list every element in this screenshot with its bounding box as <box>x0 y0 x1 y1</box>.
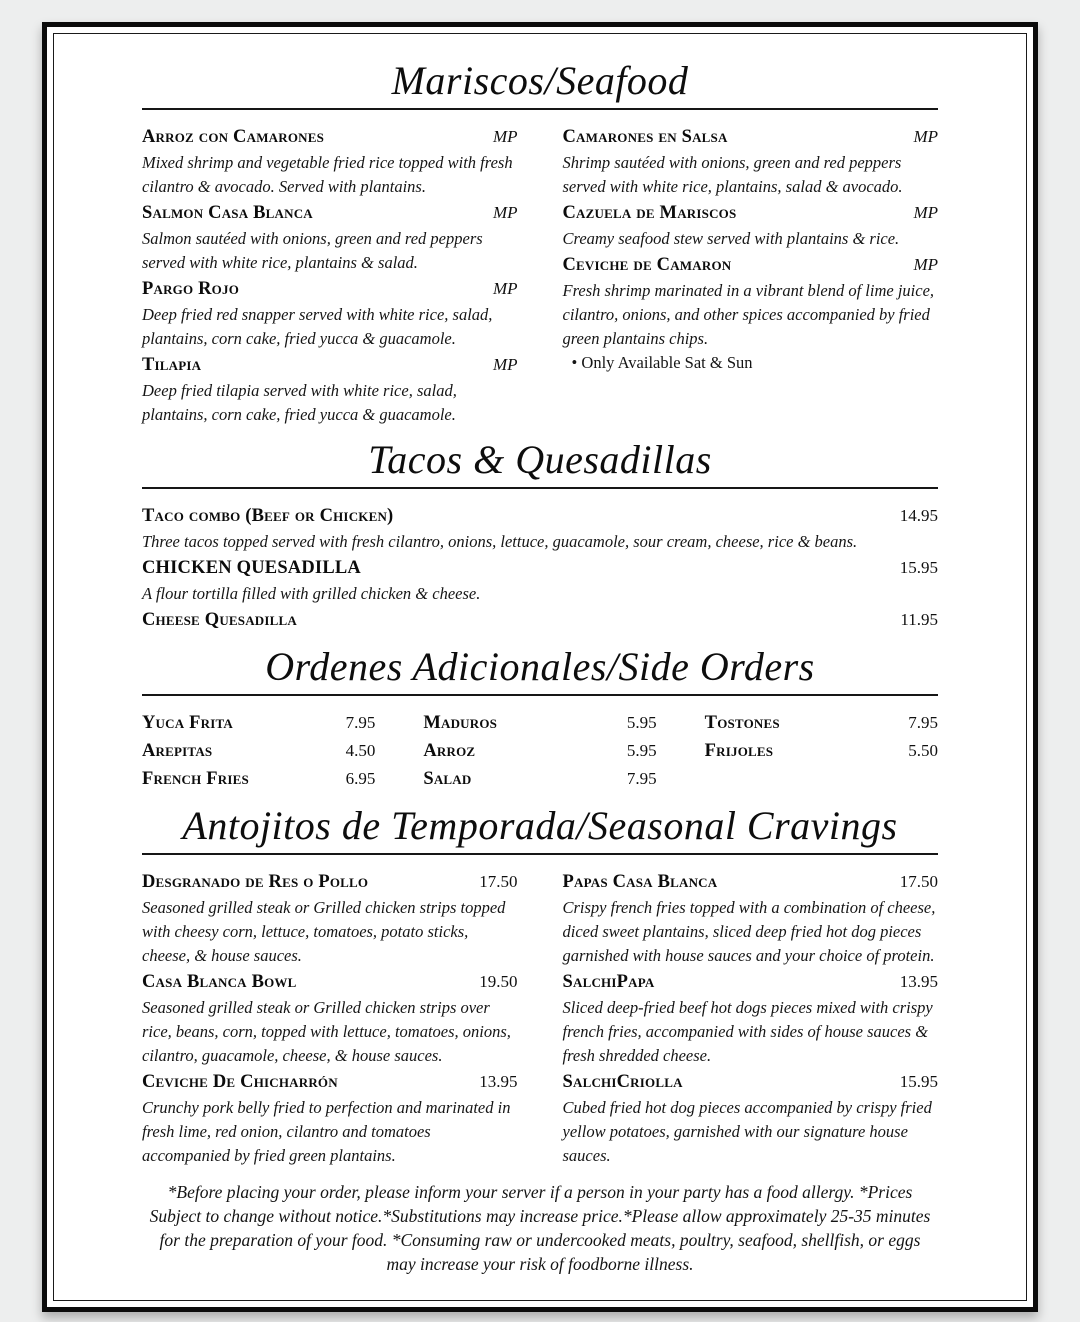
item-name: Papas Casa Blanca <box>562 872 718 892</box>
side-item-yuca-frita <box>142 709 375 737</box>
menu-item-papas-casa-blanca <box>563 868 939 968</box>
item-name: Yuca Frita <box>142 713 233 733</box>
item-description: Mixed shrimp and vegetable fried rice topped with fresh cilantro & avocado. Served with plantains. <box>142 153 513 196</box>
item-name: Salmon Casa Blanca <box>142 203 313 223</box>
menu-item-cheese-quesadilla <box>142 606 938 634</box>
item-description: Seasoned grilled steak or Grilled chicken strips over rice, beans, corn, topped with lettuce, tomatoes, onions, cilantro, guacamole, cheese, & house sauces. <box>142 998 511 1065</box>
menu-item-salchicriolla <box>563 1068 939 1168</box>
side-orders-column-1 <box>142 709 375 793</box>
item-name: Maduros <box>423 713 498 733</box>
item-header <box>563 199 939 227</box>
seafood-right-column <box>563 123 939 427</box>
menu-item-camarones-en-salsa <box>563 123 939 199</box>
item-header <box>142 275 518 303</box>
item-name: CHICKEN QUESADILLA <box>142 558 361 578</box>
item-name: French Fries <box>142 769 249 789</box>
item-price: 5.95 <box>626 741 657 760</box>
side-item-tostones <box>705 709 938 737</box>
item-description: Salmon sautéed with onions, green and red peppers served with white rice, plantains & salad. <box>142 229 483 272</box>
item-description: Cubed fried hot dog pieces accompanied by crispy fried yellow potatoes, garnished with our signature house sauces. <box>562 1098 932 1165</box>
side-orders-column-3 <box>705 709 938 793</box>
side-item-arroz <box>423 737 656 765</box>
item-availability-note: • Only Available Sat & Sun <box>571 353 753 372</box>
item-price: 11.95 <box>900 610 938 629</box>
section-title-side-orders: Ordenes Adicionales/Side Orders <box>265 644 815 689</box>
item-price: 17.50 <box>479 872 518 891</box>
item-name: Taco combo (Beef or Chicken) <box>142 506 394 526</box>
item-price: 15.95 <box>899 558 938 577</box>
item-name: Arepitas <box>142 741 213 761</box>
item-name: Arroz con Camarones <box>142 127 325 147</box>
item-description: Three tacos topped served with fresh cilantro, onions, lettuce, guacamole, sour cream, cheese, rice & beans. <box>142 532 858 551</box>
menu-item-taco-combo <box>142 502 938 554</box>
item-price: MP <box>492 127 518 146</box>
side-orders-column-2 <box>423 709 656 793</box>
item-name: Tilapia <box>142 355 202 375</box>
item-price: 17.50 <box>899 872 938 891</box>
side-item-frijoles <box>705 737 938 765</box>
item-price: 13.95 <box>899 972 938 991</box>
section-seafood <box>142 59 938 427</box>
item-name: Arroz <box>423 741 476 761</box>
menu-item-ceviche-de-chicharron <box>142 1068 518 1168</box>
item-description: A flour tortilla filled with grilled chicken & cheese. <box>142 584 481 603</box>
section-title-tacos: Tacos & Quesadillas <box>368 437 712 482</box>
menu-item-ceviche-de-camaron <box>563 251 939 375</box>
item-price: 13.95 <box>479 1072 518 1091</box>
footer-disclaimer <box>142 1180 938 1276</box>
item-price: 14.95 <box>899 506 938 525</box>
antojitos-columns <box>142 868 938 1168</box>
menu-item-casa-blanca-bowl <box>142 968 518 1068</box>
item-header <box>142 123 518 151</box>
item-header <box>563 968 939 996</box>
section-title-antojitos: Antojitos de Temporada/Seasonal Cravings <box>182 803 898 848</box>
antojitos-left-column <box>142 868 518 1168</box>
item-name: Pargo Rojo <box>142 279 240 299</box>
item-price: 5.50 <box>908 741 938 760</box>
section-title-seafood: Mariscos/Seafood <box>391 58 689 103</box>
item-name: Ceviche de Camaron <box>562 255 732 275</box>
item-name: Tostones <box>704 713 780 733</box>
menu-page <box>42 22 1038 1312</box>
item-name: Salad <box>423 769 472 789</box>
item-header <box>142 968 518 996</box>
item-price: 15.95 <box>899 1072 938 1091</box>
section-divider <box>142 108 938 110</box>
item-header <box>563 868 939 896</box>
item-price: 7.95 <box>626 769 657 788</box>
menu-item-arroz-con-camarones <box>142 123 518 199</box>
section-divider <box>142 853 938 855</box>
item-header <box>142 1068 518 1096</box>
item-description: Crunchy pork belly fried to perfection and marinated in fresh lime, red onion, cilantro and tomatoes accompanied by fried green plantains. <box>142 1098 511 1165</box>
item-header <box>142 554 938 582</box>
item-name: Frijoles <box>704 741 774 761</box>
menu-page-inner <box>53 33 1027 1301</box>
item-description: Deep fried tilapia served with white rice, salad, plantains, corn cake, fried yucca & guacamole. <box>142 381 457 424</box>
menu-item-salchipapa <box>563 968 939 1068</box>
item-header <box>142 502 938 530</box>
menu-item-pargo-rojo <box>142 275 518 351</box>
item-header <box>563 1068 939 1096</box>
menu-item-desgranado <box>142 868 518 968</box>
side-item-maduros <box>423 709 656 737</box>
item-name: Camarones en Salsa <box>562 127 728 147</box>
item-name: Cheese Quesadilla <box>142 610 297 630</box>
section-antojitos <box>142 804 938 1168</box>
section-side-orders <box>142 645 938 793</box>
item-name: SalchiPapa <box>562 972 655 992</box>
item-price: 19.50 <box>479 972 518 991</box>
item-description: Seasoned grilled steak or Grilled chicken strips topped with cheesy corn, lettuce, tomatoes, potato sticks, cheese, & house sauces. <box>142 898 506 965</box>
item-name: SalchiCriolla <box>562 1072 683 1092</box>
item-description: Sliced deep-fried beef hot dogs pieces mixed with crispy french fries, accompanied with sides of house sauces & fresh shredded cheese. <box>562 998 933 1065</box>
side-item-french-fries <box>142 765 375 793</box>
item-description: Crispy french fries topped with a combination of cheese, diced sweet plantains, sliced deep fried hot dog pieces garnished with house sauces and your choice of protein. <box>562 898 936 965</box>
item-price: 6.95 <box>345 769 376 788</box>
item-description: Creamy seafood stew served with plantains & rice. <box>562 229 900 248</box>
menu-item-cazuela-de-mariscos <box>563 199 939 251</box>
side-item-salad <box>423 765 656 793</box>
item-price: 5.95 <box>626 713 657 732</box>
item-header <box>563 251 939 279</box>
item-price: MP <box>913 203 938 222</box>
tacos-items <box>142 502 938 634</box>
item-price: 4.50 <box>345 741 376 760</box>
item-name: Desgranado de Res o Pollo <box>142 872 369 892</box>
item-price: MP <box>492 203 518 222</box>
menu-item-salmon-casa-blanca <box>142 199 518 275</box>
section-tacos-quesadillas <box>142 438 938 634</box>
item-header <box>142 606 938 634</box>
item-description: Deep fried red snapper served with white rice, salad, plantains, corn cake, fried yucca & guacamole. <box>142 305 493 348</box>
item-description: Fresh shrimp marinated in a vibrant blend of lime juice, cilantro, onions, and other spices accompanied by fried green plantains chips. <box>562 281 935 348</box>
disclaimer-text: *Before placing your order, please inform your server if a person in your party has a food allergy. *Prices Subject to change without notice.*Substitutions may increase price.*Please allow approximately 25-35 minutes for the preparation of your food. *Consuming raw or undercooked meats, poultry, seafood, shellfish, or eggs may increase your risk of foodborne illness. <box>149 1182 931 1274</box>
item-header <box>142 199 518 227</box>
item-name: Cazuela de Mariscos <box>562 203 737 223</box>
seafood-columns <box>142 123 938 427</box>
section-divider <box>142 487 938 489</box>
menu-item-tilapia <box>142 351 518 427</box>
item-price: MP <box>492 279 518 298</box>
menu-item-chicken-quesadilla <box>142 554 938 606</box>
item-price: 7.95 <box>345 713 376 732</box>
section-divider <box>142 694 938 696</box>
item-header <box>142 868 518 896</box>
side-orders-grid <box>142 709 938 793</box>
item-price: 7.95 <box>908 713 938 732</box>
item-header <box>142 351 518 379</box>
seafood-left-column <box>142 123 518 427</box>
item-name: Ceviche De Chicharrón <box>142 1072 338 1092</box>
item-price: MP <box>492 355 518 374</box>
item-price: MP <box>913 127 938 146</box>
item-price: MP <box>913 255 938 274</box>
item-name: Casa Blanca Bowl <box>142 972 297 992</box>
antojitos-right-column <box>563 868 939 1168</box>
side-item-arepitas <box>142 737 375 765</box>
item-description: Shrimp sautéed with onions, green and red peppers served with white rice, plantains, salad & avocado. <box>562 153 903 196</box>
item-header <box>563 123 939 151</box>
